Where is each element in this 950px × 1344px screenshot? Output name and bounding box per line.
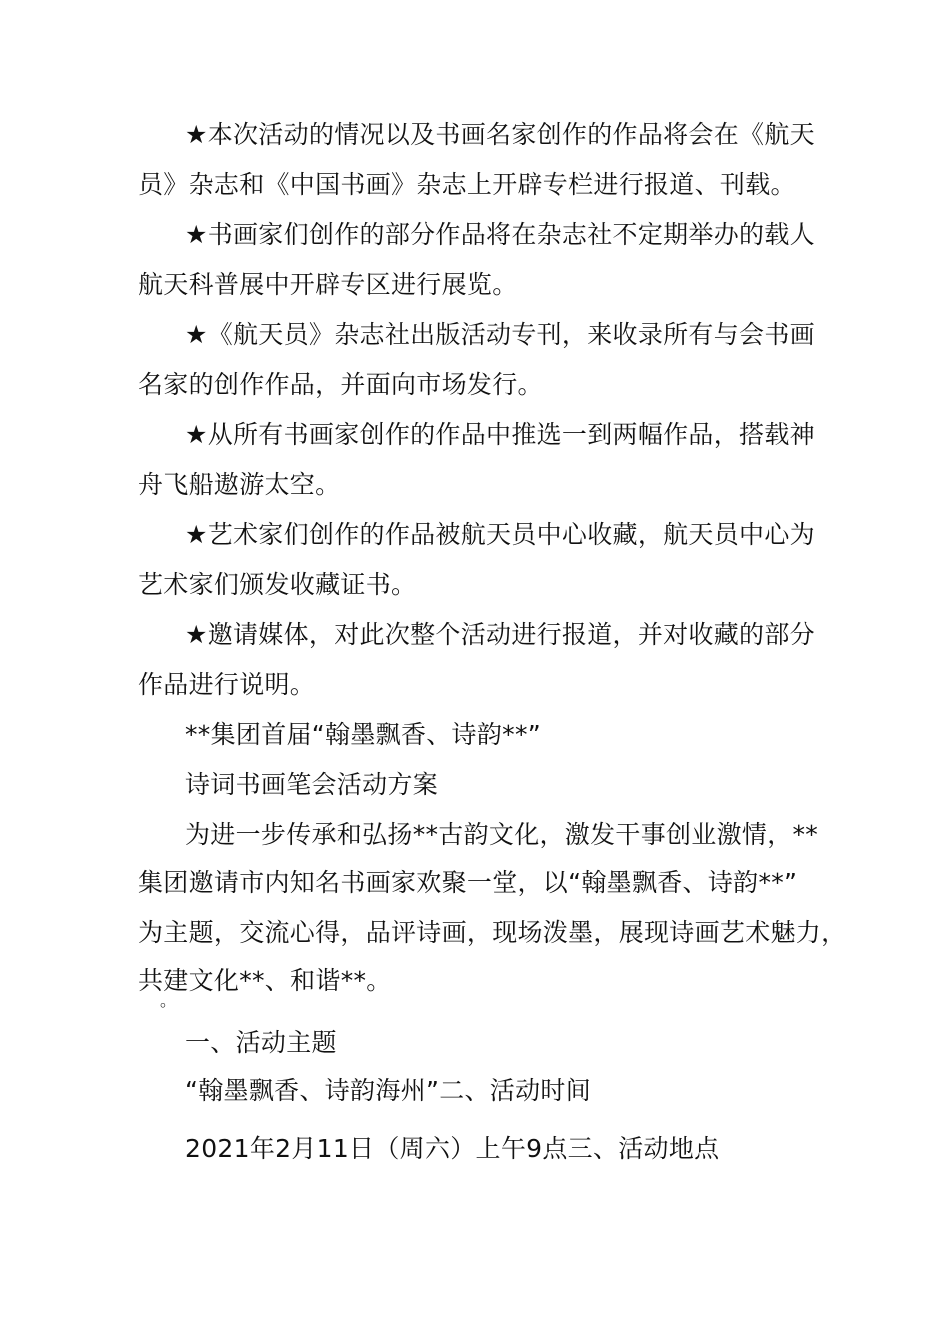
intro-paragraph-line-1: 为进一步传承和弘扬**古韵文化，激发干事创业激情，** bbox=[185, 820, 819, 849]
theme-and-section-2-line: “翰墨飘香、诗韵海州”二、活动时间 bbox=[185, 1076, 592, 1105]
paragraph-2-line-2: 航天科普展中开辟专区进行展览。 bbox=[138, 270, 518, 299]
stray-period-mark: 。 bbox=[160, 991, 177, 1010]
paragraph-4-line-2: 舟飞船遨游太空。 bbox=[138, 470, 341, 499]
paragraph-1-line-2: 员》杂志和《中国书画》杂志上开辟专栏进行报道、刊载。 bbox=[138, 170, 796, 199]
date-and-section-3-line: 2021年2月11日（周六）上午9点三、活动地点 bbox=[185, 1134, 720, 1163]
section-1-heading: 一、活动主题 bbox=[185, 1028, 337, 1057]
intro-paragraph-line-3: 为主题，交流心得，品评诗画，现场泼墨，展现诗画艺术魅力， bbox=[138, 918, 847, 947]
paragraph-5-line-2: 艺术家们颁发收藏证书。 bbox=[138, 570, 417, 599]
paragraph-6-line-2: 作品进行说明。 bbox=[138, 670, 316, 699]
plan-title-line-1: **集团首届“翰墨飘香、诗韵**” bbox=[185, 720, 542, 749]
intro-paragraph-line-2: 集团邀请市内知名书画家欢聚一堂，以“翰墨飘香、诗韵**” bbox=[138, 868, 798, 897]
paragraph-1-line-1: ★本次活动的情况以及书画名家创作的作品将会在《航天 bbox=[185, 120, 815, 149]
paragraph-3-line-2: 名家的创作作品，并面向市场发行。 bbox=[138, 370, 543, 399]
paragraph-6-line-1: ★邀请媒体，对此次整个活动进行报道，并对收藏的部分 bbox=[185, 620, 815, 649]
paragraph-5-line-1: ★艺术家们创作的作品被航天员中心收藏，航天员中心为 bbox=[185, 520, 815, 549]
paragraph-2-line-1: ★书画家们创作的部分作品将在杂志社不定期举办的载人 bbox=[185, 220, 815, 249]
paragraph-4-line-1: ★从所有书画家创作的作品中推选一到两幅作品，搭载神 bbox=[185, 420, 815, 449]
paragraph-3-line-1: ★《航天员》杂志社出版活动专刊，来收录所有与会书画 bbox=[185, 320, 815, 349]
intro-paragraph-line-4: 共建文化**、和谐**。 bbox=[138, 966, 392, 995]
plan-title-line-2: 诗词书画笔会活动方案 bbox=[185, 770, 439, 799]
